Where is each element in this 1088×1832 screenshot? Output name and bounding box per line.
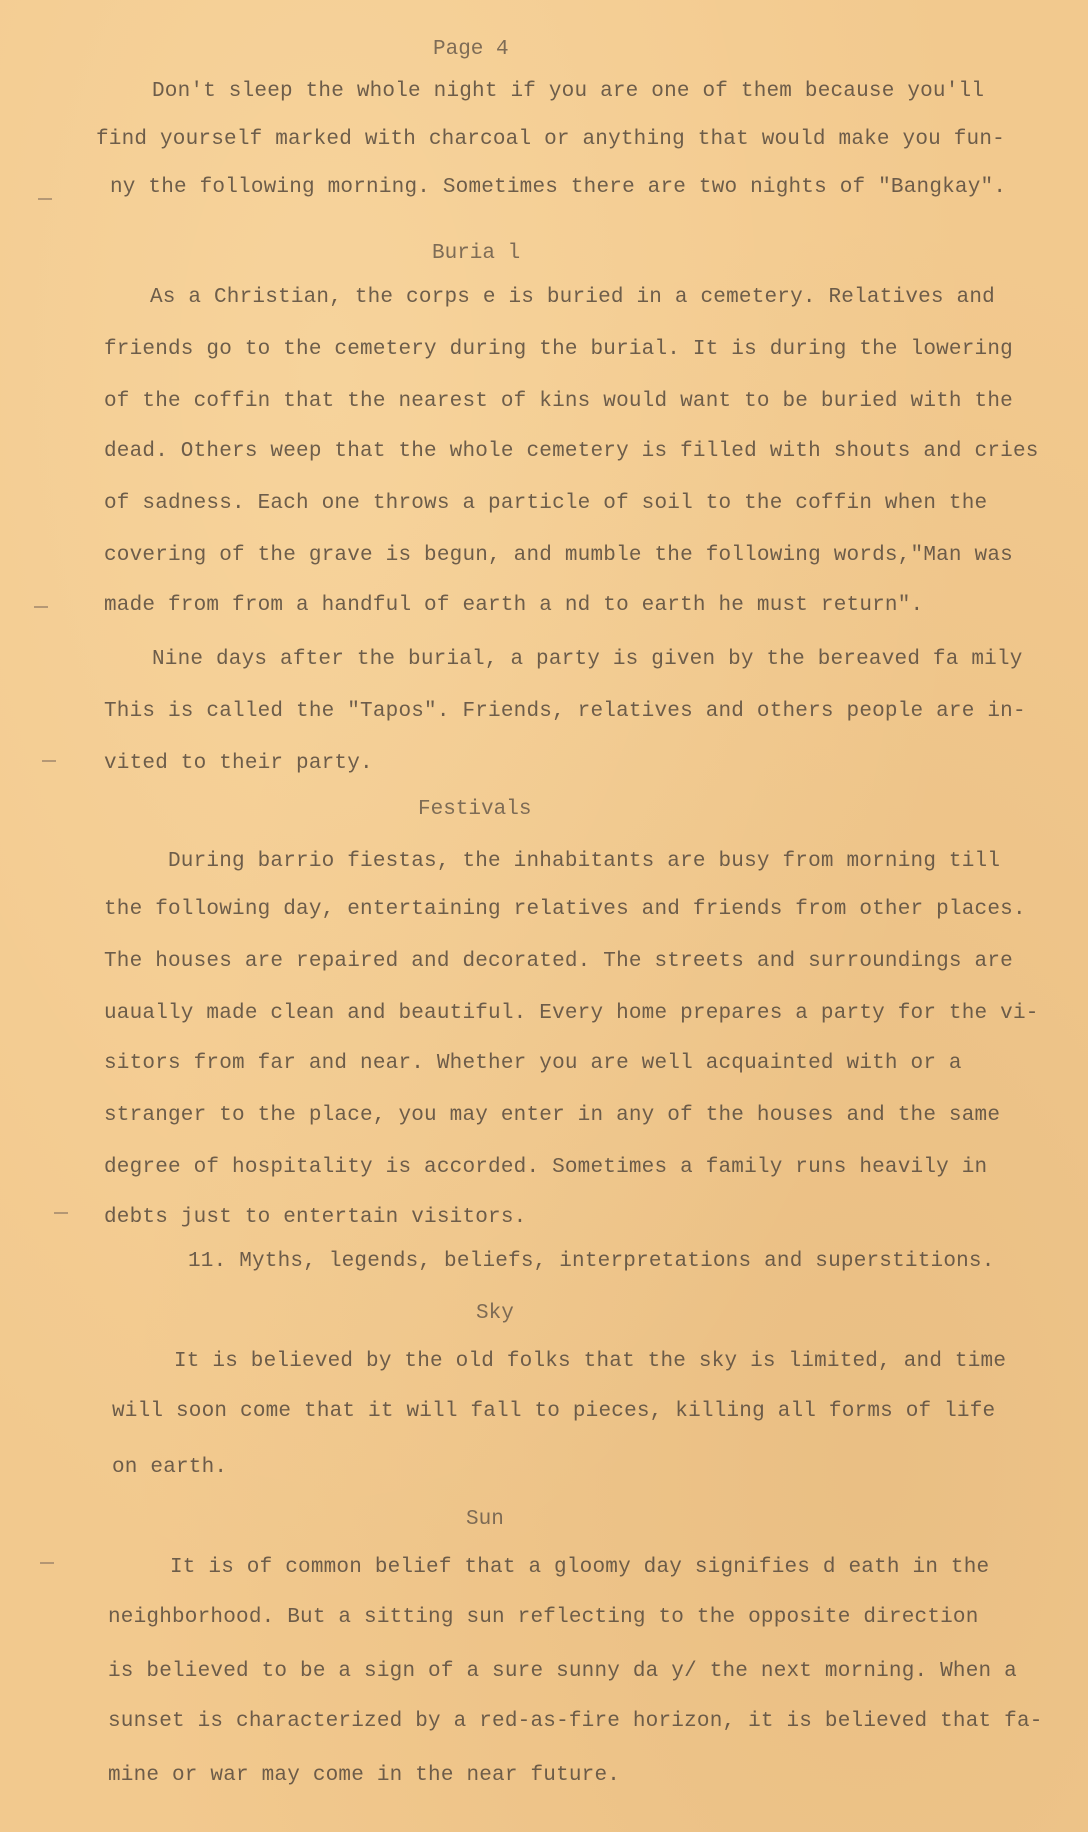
text-line: dead. Others weep that the whole cemetery is filled with shouts and cries	[104, 440, 1039, 463]
text-line: is believed to be a sign of a sure sunny da y/ the next morning. When a	[108, 1660, 1017, 1683]
text-line: stranger to the place, you may enter in any of the houses and the same	[104, 1104, 1001, 1127]
text-line: During barrio fiestas, the inhabitants are busy from morning till	[168, 850, 1001, 873]
text-line: degree of hospitality is accorded. Sometimes a family runs heavily in	[104, 1156, 988, 1179]
text-line: Nine days after the burial, a party is given by the bereaved fa mily	[152, 648, 1023, 671]
text-line: mine or war may come in the near future.	[108, 1764, 621, 1787]
text-line: of sadness. Each one throws a particle of soil to the coffin when the	[104, 492, 988, 515]
text-line: of the coffin that the nearest of kins would want to be buried with the	[104, 390, 1013, 413]
section-heading: 11. Myths, legends, beliefs, interpretations and superstitions.	[188, 1250, 995, 1273]
text-line: friends go to the cemetery during the burial. It is during the lowering	[104, 338, 1013, 361]
text-line: will soon come that it will fall to pieces, killing all forms of life	[112, 1400, 996, 1423]
margin-mark	[54, 1212, 68, 1214]
text-line: debts just to entertain visitors.	[104, 1206, 527, 1229]
text-line: uaually made clean and beautiful. Every home prepares a party for the vi-	[104, 1002, 1039, 1025]
margin-mark	[42, 760, 56, 762]
text-line: ny the following morning. Sometimes there are two nights of "Bangkay".	[110, 176, 1007, 199]
text-line: covering of the grave is begun, and mumble the following words,"Man was	[104, 544, 1013, 567]
sky-heading: Sky	[476, 1302, 514, 1325]
text-line: The houses are repaired and decorated. The streets and surroundings are	[104, 950, 1013, 973]
text-line: find yourself marked with charcoal or anything that would make you fun-	[96, 128, 1005, 151]
page-number: Page 4	[433, 38, 509, 61]
text-line: neighborhood. But a sitting sun reflecting to the opposite direction	[108, 1606, 979, 1629]
sun-heading: Sun	[466, 1508, 504, 1531]
text-line: vited to their party.	[104, 752, 373, 775]
text-line: Don't sleep the whole night if you are one of them because you'll	[152, 80, 985, 103]
festivals-heading: Festivals	[418, 798, 532, 821]
text-line: sitors from far and near. Whether you are well acquainted with or a	[104, 1052, 962, 1075]
margin-mark	[40, 1562, 54, 1564]
margin-mark	[38, 198, 52, 200]
text-line: It is of common belief that a gloomy day signifies d eath in the	[170, 1556, 990, 1579]
text-line: the following day, entertaining relatives and friends from other places.	[104, 898, 1026, 921]
text-line: This is called the "Tapos". Friends, relatives and others people are in-	[104, 700, 1026, 723]
text-line: It is believed by the old folks that the sky is limited, and time	[174, 1350, 1007, 1373]
margin-mark	[34, 606, 48, 608]
text-line: As a Christian, the corps e is buried in a cemetery. Relatives and	[150, 286, 995, 309]
text-line: on earth.	[112, 1456, 228, 1479]
text-line: made from from a handful of earth a nd to earth he must return".	[104, 594, 924, 617]
text-line: sunset is characterized by a red-as-fire horizon, it is believed that fa-	[108, 1710, 1043, 1733]
burial-heading: Buria l	[432, 242, 521, 265]
